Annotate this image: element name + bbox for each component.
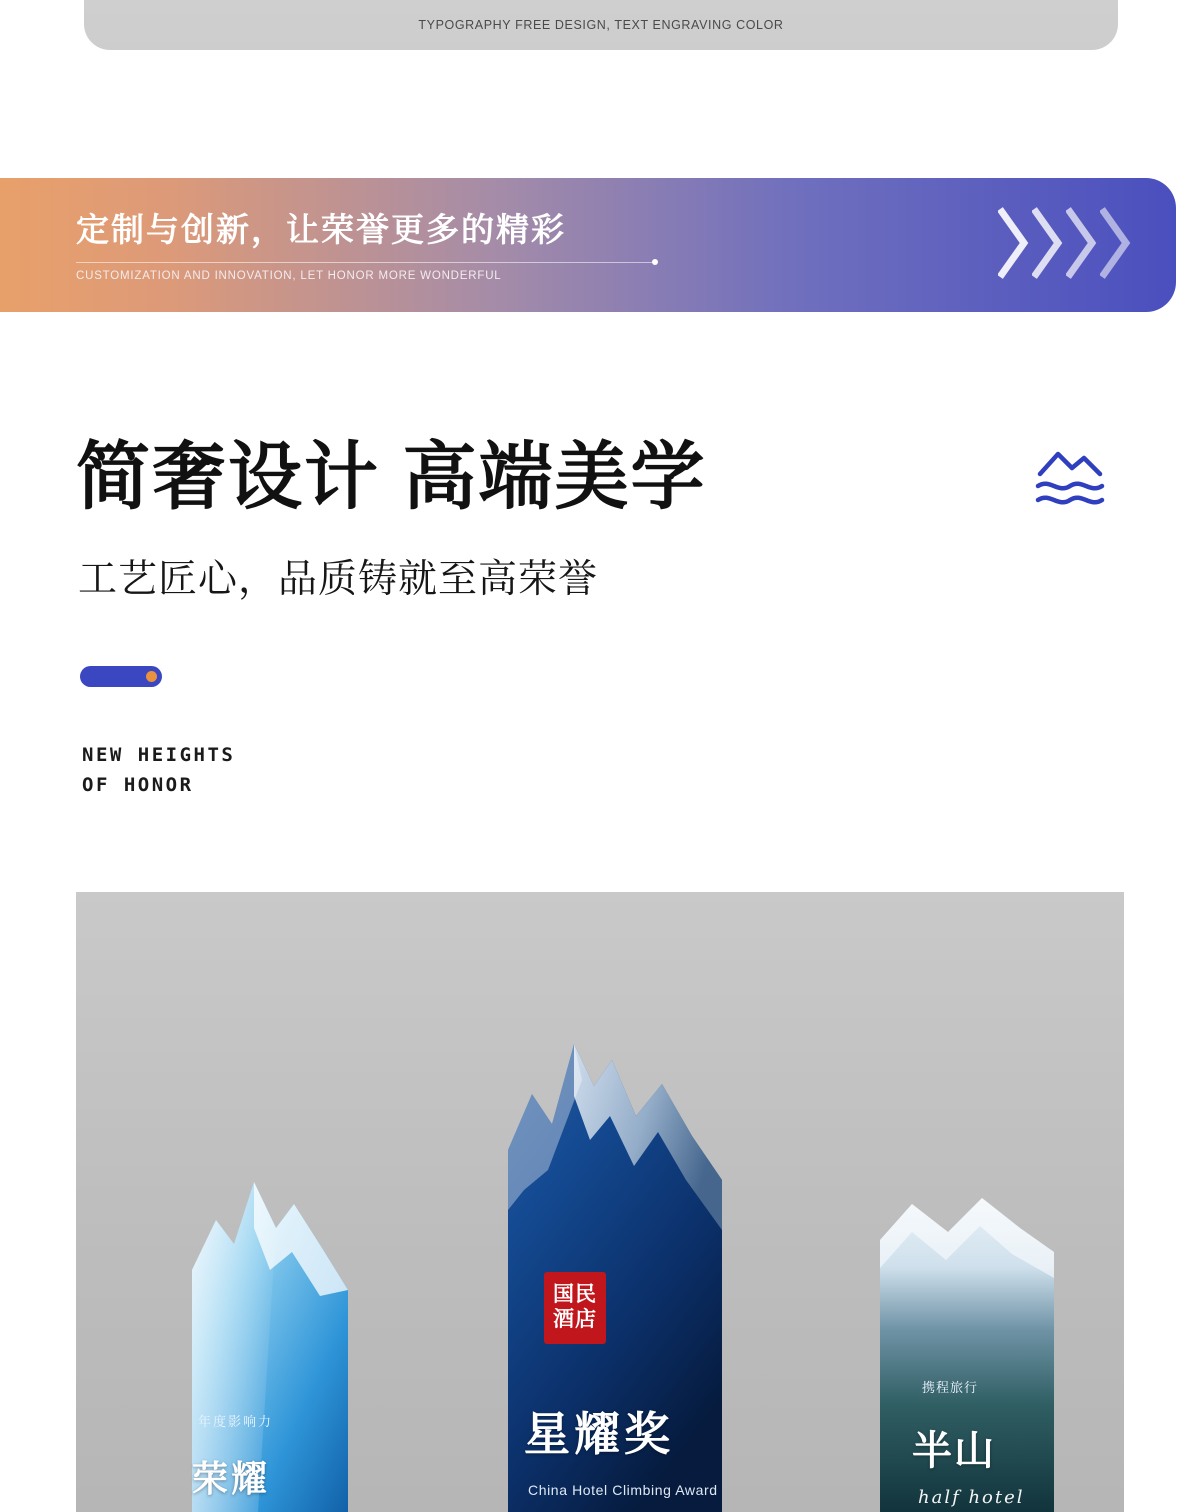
chevron-right-icon — [1100, 206, 1134, 280]
accent-pill-dot — [146, 671, 157, 682]
chevron-right-icon — [998, 206, 1032, 280]
product-photo — [76, 892, 1124, 1512]
chevron-right-icon — [1032, 206, 1066, 280]
chevron-group — [998, 206, 1134, 280]
trophy-left-sublabel: 年度影响力 — [198, 1414, 274, 1429]
eyebrow-text — [82, 740, 235, 800]
mountain-wave-icon — [1032, 448, 1108, 510]
trophy-right-script: half hotel — [918, 1487, 1025, 1508]
eyebrow-line-1: NEW HEIGHTS — [82, 744, 236, 766]
banner-divider — [76, 262, 656, 263]
eyebrow-line-2: OF HONOR — [82, 774, 194, 796]
trophy-center-label: 星耀奖 — [524, 1408, 674, 1460]
top-banner-panel — [84, 0, 1118, 50]
page-subtitle: 工艺匠心，品质铸就至高荣誉 — [78, 558, 599, 601]
trophy-right-brand: 携程旅行 — [922, 1380, 979, 1395]
trophy-right-label: 半山 — [912, 1429, 996, 1473]
chevron-right-icon — [1066, 206, 1100, 280]
banner-divider-dot — [652, 259, 658, 265]
accent-pill — [80, 666, 162, 687]
trophy-center-stamp: 国民酒店 — [544, 1272, 606, 1344]
page-title: 简奢设计 高端美学 — [76, 435, 707, 518]
top-banner-caption: TYPOGRAPHY FREE DESIGN, TEXT ENGRAVING COLOR — [418, 18, 784, 32]
trophy-left-label: 荣耀 — [192, 1458, 271, 1499]
gradient-banner — [0, 178, 1176, 312]
banner-subtitle: CUSTOMIZATION AND INNOVATION, LET HONOR MORE WONDERFUL — [76, 270, 502, 282]
trophy-center-sublabel: China Hotel Climbing Award — [528, 1482, 718, 1498]
banner-title: 定制与创新，让荣誉更多的精彩 — [76, 211, 566, 248]
